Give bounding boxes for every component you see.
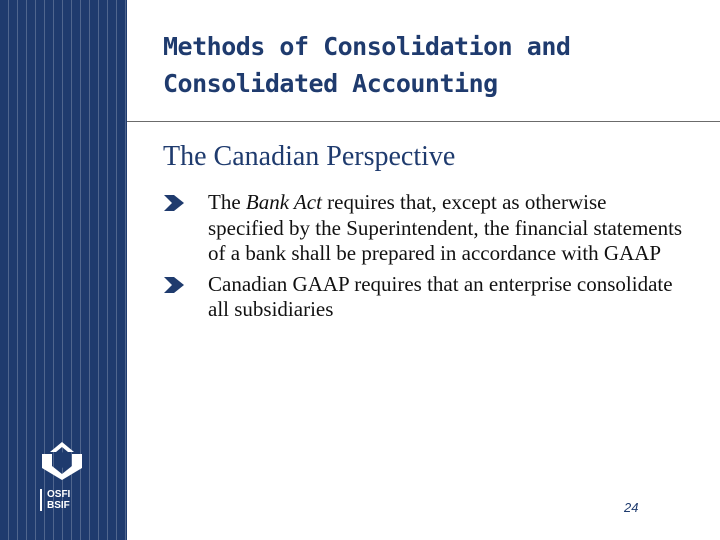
bullet-text-start: The — [208, 190, 246, 214]
bullet-text-rest: requires that, except as otherwise specified by the Superintendent, the financial statements of a bank shall be prepared in accordance with GAAP — [208, 190, 683, 265]
page-number: 24 — [624, 500, 639, 515]
arrow-chevron-icon — [164, 277, 184, 293]
title-divider — [127, 121, 720, 122]
bullet-item-canadian-gaap — [163, 272, 683, 323]
bullet-text: Canadian GAAP requires that an enterprise consolidate all subsidiaries — [208, 271, 673, 321]
slide-subtitle: The Canadian Perspective — [163, 141, 456, 172]
slide-title — [163, 28, 703, 102]
logo-divider — [40, 489, 42, 511]
bullet-emphasis-bank-act: Bank Act — [245, 190, 322, 214]
sidebar — [0, 0, 127, 540]
slide-title-line-1: Methods of Consolidation and — [163, 32, 571, 61]
bullet-list — [163, 190, 683, 328]
slide-title-line-2: Consolidated Accounting — [163, 69, 498, 98]
osfi-emblem-icon — [38, 440, 86, 480]
bullet-item-bank-act — [163, 190, 683, 267]
logo-line-osfi: OSFI — [47, 489, 71, 500]
arrow-chevron-icon — [164, 195, 184, 211]
logo-line-bsif: BSIF — [47, 500, 70, 511]
logo-wordmark — [40, 489, 90, 511]
